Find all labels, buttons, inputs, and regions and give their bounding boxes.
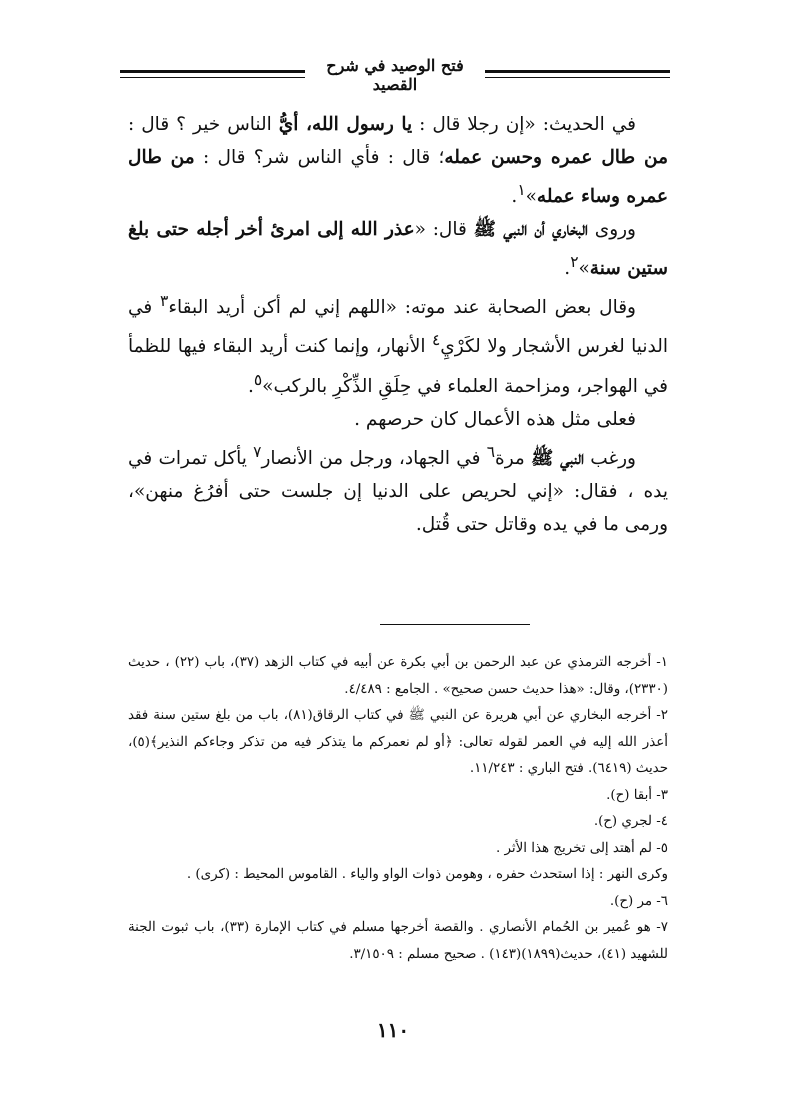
body-paragraph: ورغب النبي ﷺ مرة$^٦$ في الجهاد، ورجل من الأنصار$^٧$ يأكل تمرات في يده ، فقال: «إني لحريص على الدنيا إن جلست حتى أفرُغ منهن»، ورمى ما في يده وقاتل حتى قُتل. [128, 442, 668, 535]
running-header-title: فتح الوصيد في شرح القصيد [326, 56, 464, 94]
body-paragraph: في الحديث: «إن رجلا قال : يا رسول الله، أيُّ الناس خير ؟ قال : من طال عمره وحسن عمله؛ قال : فأي الناس شر؟ قال : من طال عمره وساء عمله»$^١$. [128, 114, 668, 208]
footnote: ٥- لم أهتد إلى تخريج هذا الأثر . [496, 840, 668, 856]
header-rule-left-thick [120, 70, 305, 73]
footnote: ١- أخرجه الترمذي عن عبد الرحمن بن أبي بكرة عن أبيه في كتاب الزهد (٣٧)، باب (٢٢) ، حديث (٢٣٣٠)، وقال: «هذا حديث حسن صحيح» . الجامع : ٤/٤٨٩. [128, 655, 668, 697]
body-paragraph: فعلى مثل هذه الأعمال كان حرصهم . [354, 408, 636, 430]
header-rule-left-thin [120, 77, 305, 78]
body-paragraph: وروى البخاري أن النبي ﷺ قال: «عذر الله إلى امرئ أخر أجله حتى بلغ ستين سنة»$^٢$. [128, 219, 668, 280]
footnote: ٧- هو عُمير بن الحُمام الأنصاري . والقصة أخرجها مسلم في كتاب الإمارة (٣٣)، باب ثبوت الجنة للشهيد (٤١)، حديث(١٨٩٩)(١٤٣) . صحيح مسلم : ٣/١٥٠٩. [128, 920, 668, 962]
footnote: ٦- مر (ح). [609, 893, 668, 909]
header-rule-right-thin [485, 77, 670, 78]
footnotes [128, 650, 668, 968]
footnote: وكرى النهر : إذا استحدث حفره ، وهومن ذوات الواو والياء . القاموس المحيط : (كرى) . [186, 867, 668, 882]
page-number: ١١٠ [376, 1018, 410, 1042]
main-text [128, 108, 668, 541]
body-paragraph: وقال بعض الصحابة عند موته: «اللهم إني لم أكن أريد البقاء$^٣$ في الدنيا لغرس الأشجار ولا لكَرْيِ$^٤$ الأنهار، وإنما كنت أريد البقاء فيها للظمأ في الهواجر، ومزاحمة العلماء في حِلَقِ الذِّكْرِ بالركب»$^٥$. [128, 292, 669, 397]
header-rule-right-thick [485, 70, 670, 73]
footnote-separator [380, 624, 530, 625]
footnote: ٢- أخرجه البخاري عن أبي هريرة عن النبي ﷺ في كتاب الرقاق(٨١)، باب من بلغ ستين سنة فقد أعذر الله إليه في العمر لقوله تعالى: ﴿أو لم نعمركم ما يتذكر فيه من تذكر وجاءكم النذير﴾(٥)، حديث (٦٤١٩). فتح الباري : ١١/٢٤٣. [128, 708, 668, 776]
footnote: ٣- أبقا (ح). [606, 787, 668, 803]
footnote: ٤- لجري (ح). [593, 814, 668, 829]
